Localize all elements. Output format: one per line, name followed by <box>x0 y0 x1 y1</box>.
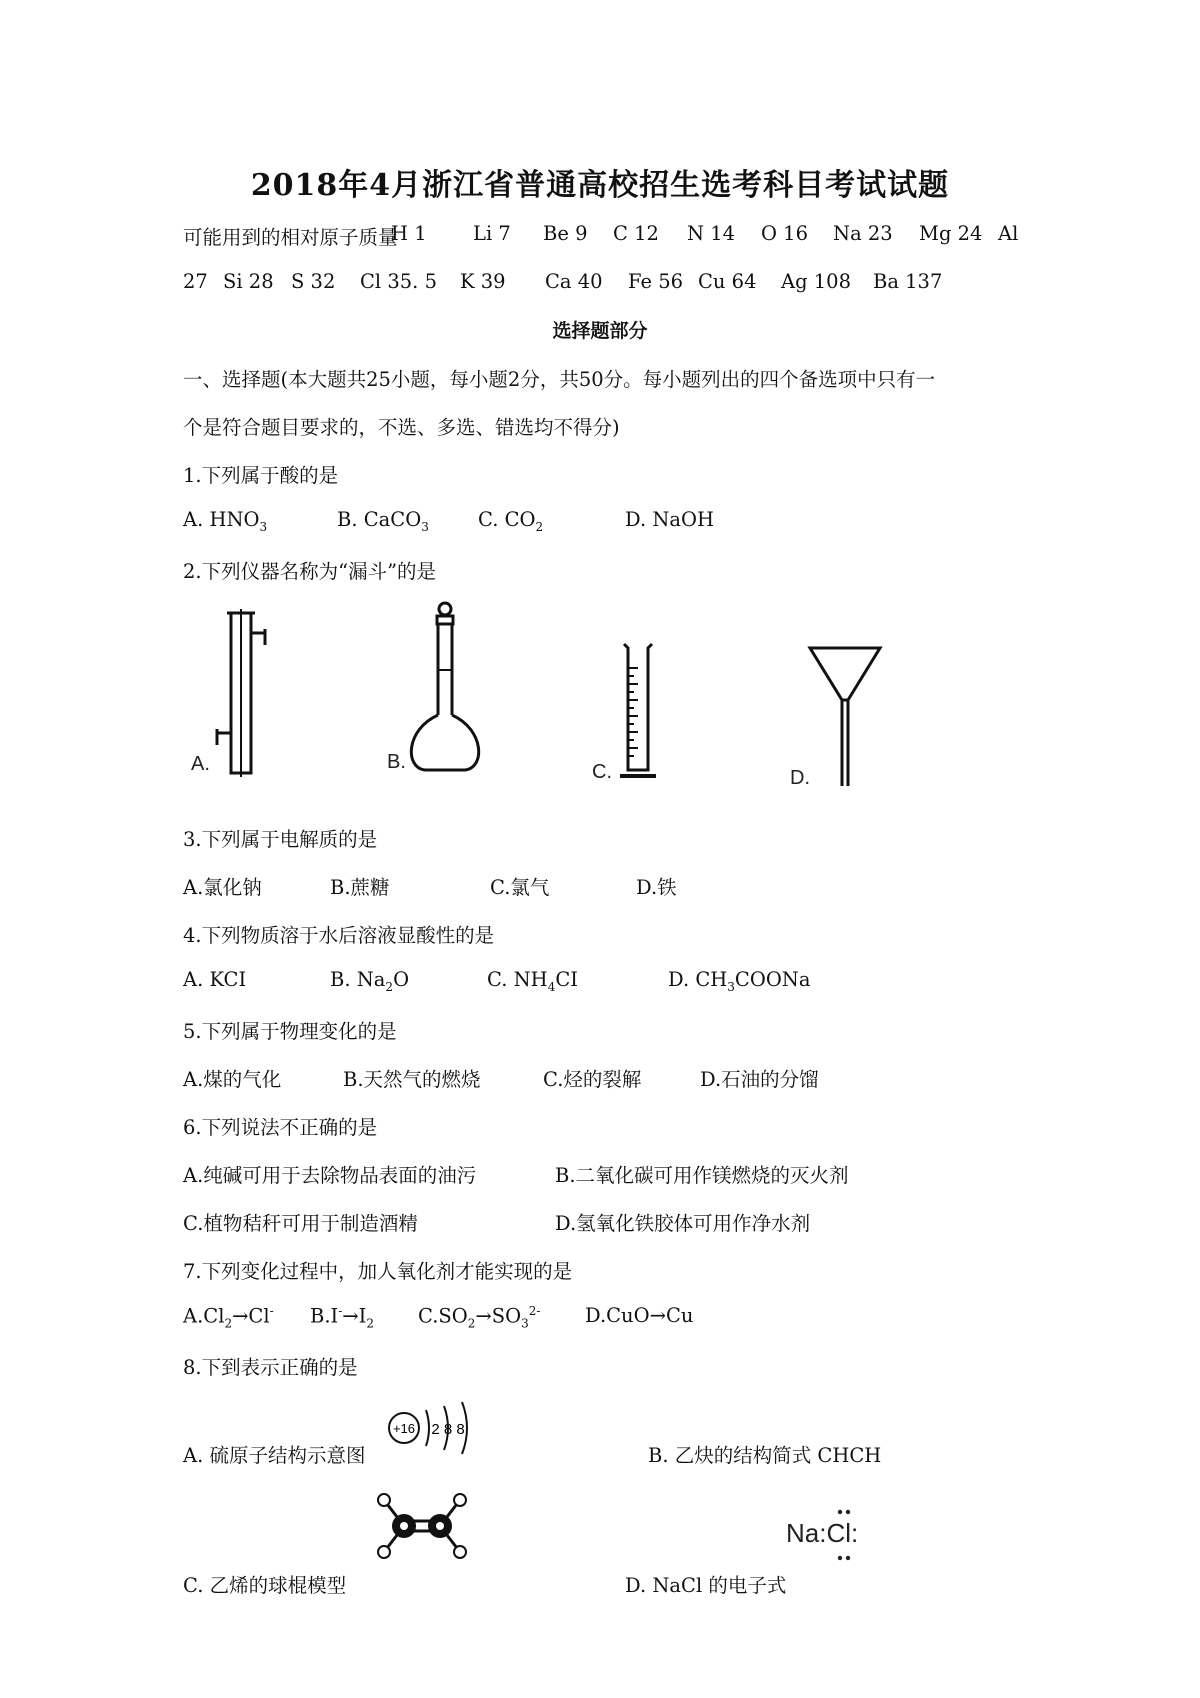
question-4-option-d: D. $CH_3COONa$ <box>668 968 811 994</box>
question-1-option-b: B. CaCO$_3$ <box>337 508 429 534</box>
question-5-option-d: D.石油的分馏 <box>700 1068 819 1091</box>
question-1-option-c: C. $CO_2$ <box>478 508 544 534</box>
question-6-option-b: B.二氧化碳可用作镁燃烧的灭火剂 <box>555 1164 849 1187</box>
mass-s: S 32 <box>291 270 336 293</box>
mass-k: K 39 <box>460 270 506 293</box>
mass-si: Si 28 <box>223 270 274 293</box>
question-3-option-d: D.铁 <box>636 876 677 899</box>
page-title: 2018年4月浙江省普通高校招生选考科目考试试题 <box>250 168 950 203</box>
question-8-option-b: B. 乙炔的结构简式 CHCH <box>648 1444 882 1467</box>
question-3-option-b: B.蔗糖 <box>330 876 390 899</box>
question-8-stem: 8.下到表示正确的是 <box>183 1356 358 1379</box>
atomic-mass-line-1 <box>183 222 1019 250</box>
mass-ba: Ba 137 <box>873 270 943 293</box>
question-5-option-c: C.烃的裂解 <box>543 1068 642 1091</box>
figure-label-b: B. <box>387 751 406 773</box>
mass-o: O 16 <box>761 222 808 245</box>
mass-n: N 14 <box>687 222 736 245</box>
question-7-option-c: $C.SO_2\to SO_3^{2-}$ <box>418 1304 541 1331</box>
question-8-option-c: C. 乙烯的球棍模型 <box>183 1574 347 1597</box>
question-6-option-c: C.植物秸秆可用于制造酒精 <box>183 1212 418 1235</box>
question-7-stem: 7.下列变化过程中，加人氧化剂才能实现的是 <box>183 1260 573 1283</box>
mass-h: H 1 <box>391 222 427 245</box>
question-8-option-a: A. 硫原子结构示意图 <box>183 1444 366 1467</box>
sulfur-nucleus-label: +16 <box>392 1421 416 1436</box>
question-6-stem: 6.下列说法不正确的是 <box>183 1116 378 1139</box>
mass-al-symbol: Al <box>998 222 1019 245</box>
sulfur-shells-label: 2 8 8 <box>431 1421 465 1438</box>
mass-c: C 12 <box>613 222 659 245</box>
question-1-option-a: A. $HNO_3$ <box>183 508 268 534</box>
question-6-option-d: D.氢氧化铁胶体可用作净水剂 <box>555 1212 811 1235</box>
question-4-option-b: B. $Na_2O$ <box>330 968 410 994</box>
ethene-ball-stick-model <box>372 1490 472 1562</box>
figure-label-c: C. <box>592 761 612 783</box>
question-5-option-a: A.煤的气化 <box>183 1068 282 1091</box>
question-8-option-d: D. NaCl 的电子式 <box>625 1574 787 1597</box>
question-1-stem: 1.下列属于酸的是 <box>183 464 339 487</box>
question-3-stem: 3.下列属于电解质的是 <box>183 828 378 851</box>
question-7-option-b: $B.I^-\to I_2$ <box>310 1304 374 1331</box>
question-2-stem: 2.下列仪器名称为“漏斗”的是 <box>183 560 437 583</box>
volumetric-flask-figure <box>385 600 505 780</box>
question-4-stem: 4.下列物质溶于水后溶液显酸性的是 <box>183 924 495 947</box>
question-7-option-d: D.CuO→Cu <box>585 1304 694 1327</box>
question-1-option-d: D. NaOH <box>625 508 715 531</box>
atomic-mass-line-2 <box>183 270 943 293</box>
question-4-option-c: C. $NH_4CI$ <box>487 968 578 994</box>
instructions-line-2: 个是符合题目要求的，不选、多选、错选均不得分) <box>183 416 620 439</box>
figure-label-d: D. <box>790 767 810 789</box>
instructions-line-1: 一、选择题(本大题共25小题，每小题2分，共50分。每小题列出的四个备选项中只有一 <box>183 368 936 391</box>
mass-ca: Ca 40 <box>545 270 603 293</box>
funnel-figure <box>780 640 910 790</box>
question-3-option-c: C.氯气 <box>490 876 550 899</box>
mass-ag: Ag 108 <box>781 270 851 293</box>
graduated-cylinder-figure <box>590 640 670 785</box>
question-7-option-a: $A.Cl_2\to Cl^-$ <box>183 1304 274 1331</box>
sulfur-atom-diagram <box>386 1398 486 1466</box>
mass-be: Be 9 <box>543 222 588 245</box>
electron-formula-text: Na:Cl: <box>786 1518 859 1548</box>
mass-cl: Cl 35. 5 <box>360 270 437 293</box>
mass-li: Li 7 <box>473 222 511 245</box>
mass-al-value: 27 <box>183 270 208 293</box>
mass-na: Na 23 <box>833 222 893 245</box>
atomic-mass-intro: 可能用到的相对原子质量 <box>183 226 398 249</box>
question-6-option-a: A.纯碱可用于去除物品表面的油污 <box>183 1164 477 1187</box>
question-5-option-b: B.天然气的燃烧 <box>343 1068 481 1091</box>
mass-fe: Fe 56 <box>628 270 684 293</box>
section-title: 选择题部分 <box>552 320 648 342</box>
condenser-figure <box>185 605 295 780</box>
mass-cu: Cu 64 <box>698 270 757 293</box>
nacl-electron-formula <box>784 1506 884 1564</box>
question-3-option-a: A.氯化钠 <box>183 876 262 899</box>
mass-mg: Mg 24 <box>919 222 983 245</box>
figure-label-a: A. <box>191 753 210 775</box>
question-4-option-a: A. KCI <box>183 968 247 991</box>
question-5-stem: 5.下列属于物理变化的是 <box>183 1020 397 1043</box>
